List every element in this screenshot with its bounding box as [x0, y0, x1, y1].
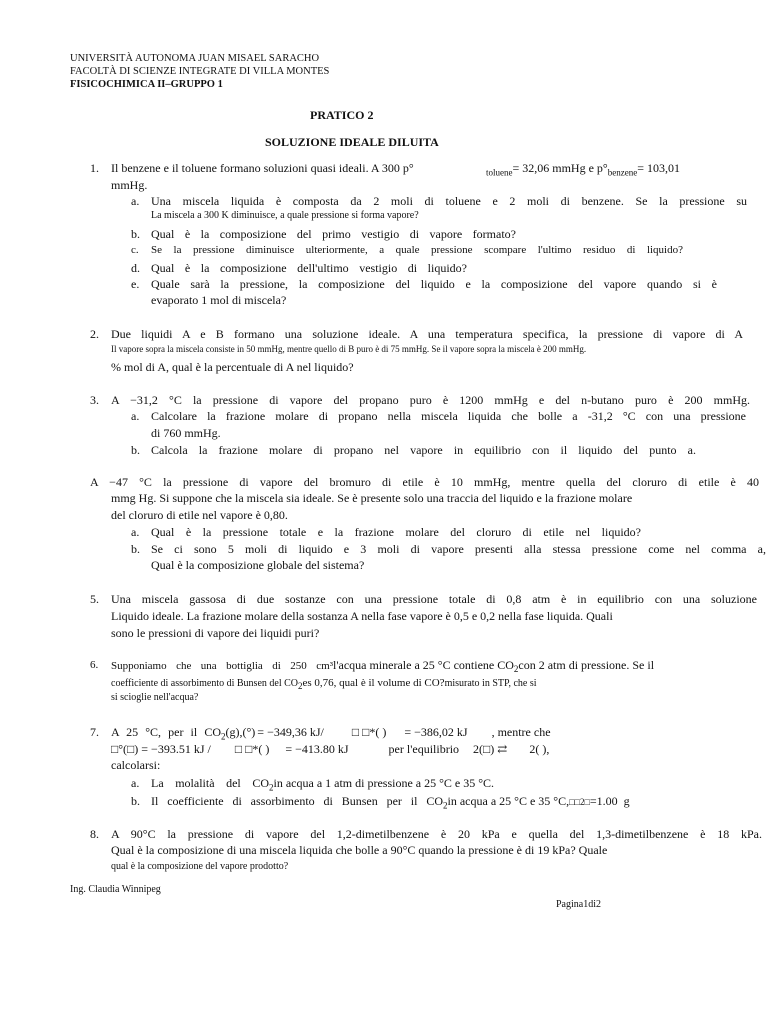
q7-line2-f: 2( ),: [529, 742, 550, 756]
q7-line3: calcolarsi:: [111, 758, 161, 772]
q6-line1-start: Supponiamo che una bottiglia di 250 cm³: [111, 660, 333, 672]
q1-line1: [111, 161, 721, 177]
q3-line1: A −31,2 °C la pressione di vapore del propano puro è 1200 mmHg e del n-butano puro è 200 mmHg.: [111, 393, 750, 407]
q7-line2-e: 2(□) ⇄: [473, 742, 508, 756]
q1-line1-end: = 103,01: [637, 161, 680, 175]
q6-line1-end: con 2 atm di pressione. Se il: [518, 658, 655, 672]
q7-b-sym: □□2□: [569, 797, 590, 807]
q1-e-line2: evaporato 1 mol di miscela?: [151, 293, 287, 307]
header-course: FISICOCHIMICA II–GRUPPO 1: [70, 79, 223, 90]
q1-sub-benzene: benzene: [607, 167, 638, 178]
q8-line2: Qual è la composizione di una miscela liquida che bolle a 90°C quando la pressione è di 19 kPa? Quale: [111, 843, 608, 857]
q7-b-unit: g: [623, 794, 630, 808]
q1-e-label: e.: [131, 277, 140, 291]
q7-line2-a: □°(□) = −393.51 kJ /: [111, 742, 211, 756]
q1-c-line1: Se la pressione diminuisce ulteriormente, a quale pressione scompare l'ultimo residuo di liquido?: [151, 244, 683, 256]
q7-line1-c: (°): [242, 725, 256, 739]
q7-line1-g2: , mentre che: [491, 725, 551, 739]
q8-line3: qual è la composizione del vapore prodotto?: [111, 861, 289, 872]
q4-a-label: a.: [131, 525, 140, 539]
header-faculty: FACOLTÀ DI SCIENZE INTEGRATE DI VILLA MONTES: [70, 66, 330, 77]
page-subtitle: SOLUZIONE IDEALE DILUITA: [265, 135, 439, 149]
q1-d-line1: Qual è la composizione dell'ultimo vestigio di liquido?: [151, 261, 467, 275]
q4-b-line1: Se ci sono 5 moli di liquido e 3 moli di vapore presenti alla stessa pressione come nel comma a,: [151, 542, 766, 556]
q8-line1: A 90°C la pressione di vapore del 1,2-dimetilbenzene è 20 kPa e quella del 1,3-dimetilbenzene è 18 kPa.: [111, 827, 762, 841]
q7-line1-e: □ □*( ): [351, 725, 387, 739]
q1-a-line1: Una miscela liquida è composta da 2 moli di toluene e 2 moli di benzene. Se la pressione su: [151, 194, 747, 208]
q7-b-val: =1.00: [589, 794, 618, 808]
q1-a-line2: La miscela a 300 K diminuisce, a quale pressione si forma vapore?: [151, 210, 419, 221]
q7-b-mid: in acqua a 25 °C e 35 °C,: [447, 794, 570, 808]
q6-line2-mid: es 0,76, qual è il volume di CO?: [302, 677, 445, 689]
q5-line3: sono le pressioni di vapore dei liquidi puri?: [111, 626, 320, 640]
q7-a-start: La molalità del CO: [151, 776, 269, 790]
q1-d-label: d.: [131, 261, 140, 275]
q5-line1: Una miscela gassosa di due sostanze con una pressione totale di 0,8 atm è in equilibrio con una soluzione: [111, 592, 757, 606]
q2-line1: Due liquidi A e B formano una soluzione ideale. A una temperatura specifica, la pressione di vapore di A: [111, 327, 743, 341]
q7-line1-start: A 25 °C, per il CO: [111, 725, 221, 739]
q7-a-line1: [151, 776, 494, 792]
footer-page-number: Pagina1di2: [556, 899, 601, 910]
q4-line2: mmg Hg. Si suppone che la miscela sia ideale. Se è presente solo una traccia del liquido e la frazione molare: [111, 491, 633, 505]
q1-b-label: b.: [131, 227, 140, 241]
q1-line1-text: Il benzene e il toluene formano soluzioni quasi ideali. A 300 p°: [111, 161, 414, 175]
q6-line2-sub: 2: [298, 681, 303, 691]
q3-b-label: b.: [131, 443, 140, 457]
q7-b-line1: [151, 794, 630, 810]
q2-line3: % mol di A, qual è la percentuale di A nel liquido?: [111, 360, 354, 374]
q6-line3: si scioglie nell'acqua?: [111, 692, 199, 703]
q4-line3: del cloruro di etile nel vapore è 0,80.: [111, 508, 288, 522]
q7-line2: [111, 742, 549, 757]
q7-line1-sub: 2: [221, 731, 226, 742]
q1-line2: mmHg.: [111, 178, 148, 192]
q1-c-label: c.: [131, 244, 139, 256]
q4-b-label: b.: [131, 542, 140, 556]
q6-line1-sub: 2: [513, 664, 519, 675]
q7-number: 7.: [90, 725, 99, 739]
q7-a-label: a.: [131, 776, 140, 790]
q1-number: 1.: [90, 161, 99, 175]
q7-line2-d: per l'equilibrio: [388, 742, 460, 756]
q7-line1-g: (g),: [225, 725, 243, 739]
q3-a-label: a.: [131, 409, 140, 423]
q2-line2: Il vapore sopra la miscela consiste in 50 mmHg, mentre quello di B puro è di 75 mmHg. Se il vapore sopra la miscela è 200 mmHg.: [111, 344, 587, 354]
q1-a-label: a.: [131, 194, 140, 208]
q7-b-sub: 2: [443, 800, 448, 811]
q3-a-line1: Calcolare la frazione molare di propano nella miscela liquida che bolle a -31,2 °C con una pressione: [151, 409, 746, 423]
q6-line2: [111, 677, 537, 691]
q2-number: 2.: [90, 327, 99, 341]
q6-number: 6.: [90, 659, 99, 671]
q3-a-line2: di 760 mmHg.: [151, 426, 221, 440]
q7-b-label: b.: [131, 794, 140, 808]
q6-line1-mid: l'acqua minerale a 25 °C contiene CO: [333, 658, 514, 672]
q7-b-start: Il coefficiente di assorbimento di Bunsen per il CO: [151, 794, 443, 808]
q1-e-line1: Quale sarà la pressione, la composizione del liquido e la composizione del vapore quando si è: [151, 277, 717, 291]
q4-b-line2: Qual è la composizione globale del sistema?: [151, 558, 365, 572]
q6-line2-start: coefficiente di assorbimento di Bunsen del CO: [111, 678, 298, 689]
q4-line1: A −47 °C la pressione di vapore del bromuro di etile è 10 mmHg, mentre quella del cloruro di etile è 40: [90, 475, 759, 489]
q6-line2-end: misurato in STP, che si: [444, 678, 537, 689]
q3-number: 3.: [90, 393, 99, 407]
q1-sub-toluene: toluene: [486, 167, 513, 178]
q5-line2: Liquido ideale. La frazione molare della sostanza A nella fase vapore è 0,5 e 0,2 nella fase liquida. Quali: [111, 609, 613, 623]
q3-b-line1: Calcola la frazione molare di propano nel vapore in equilibrio con il liquido del punto a.: [151, 443, 696, 457]
q1-line1-mid: = 32,06 mmHg e p°: [512, 161, 608, 175]
q4-a-line1: Qual è la pressione totale e la frazione molare del cloruro di etile nel liquido?: [151, 525, 641, 539]
footer-author: Ing. Claudia Winnipeg: [70, 884, 161, 895]
q5-number: 5.: [90, 592, 99, 606]
q7-line2-b: □ □*( ): [234, 742, 270, 756]
q7-line1: [111, 725, 551, 741]
header-university: UNIVERSITÀ AUTONOMA JUAN MISAEL SARACHO: [70, 53, 320, 64]
q7-line1-f: = −386,02 kJ: [404, 725, 468, 739]
q7-line2-c: = −413.80 kJ: [285, 742, 349, 756]
q1-b-line1: Qual è la composizione del primo vestigio di vapore formato?: [151, 227, 516, 241]
q7-a-sub: 2: [269, 782, 274, 793]
q8-number: 8.: [90, 827, 99, 841]
q7-a-end: in acqua a 1 atm di pressione a 25 °C e 35 °C.: [273, 776, 495, 790]
q6-line1: [111, 658, 654, 674]
page-title: PRATICO 2: [310, 108, 374, 122]
q7-line1-d: = −349,36 kJ/: [257, 725, 324, 739]
